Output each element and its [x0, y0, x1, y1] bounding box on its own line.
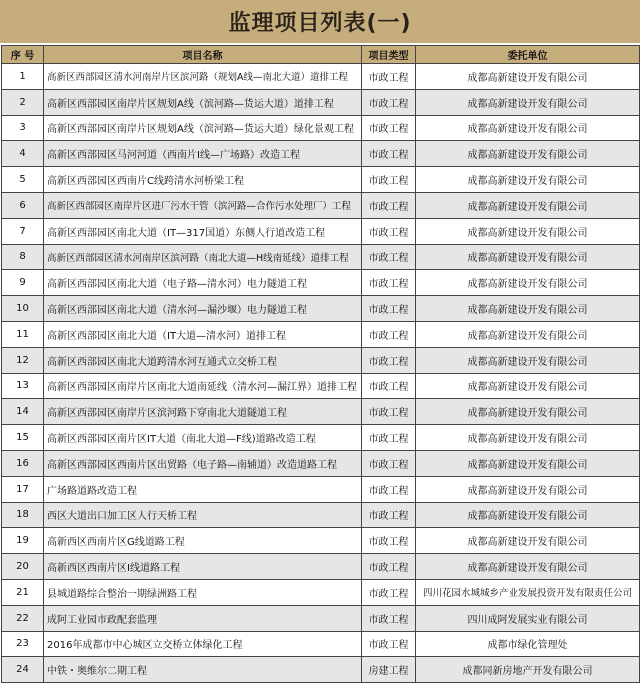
project-name: 高新区西部园区南岸片区规划A线（滨河路—货运大道）道排工程: [44, 89, 362, 115]
project-type: 市政工程: [362, 347, 416, 373]
title-bar: [0, 0, 640, 43]
project-type: 市政工程: [362, 192, 416, 218]
row-number: 5: [2, 167, 44, 193]
table-row: [2, 579, 640, 605]
project-table: [1, 45, 640, 683]
row-number: 23: [2, 631, 44, 657]
project-type: 市政工程: [362, 605, 416, 631]
header-unit: 委托单位: [416, 46, 640, 64]
project-name: 2016年成都市中心城区立交桥立体绿化工程: [44, 631, 362, 657]
row-number: 20: [2, 554, 44, 580]
row-number: 12: [2, 347, 44, 373]
client-unit: 成都高新建设开发有限公司: [416, 141, 640, 167]
client-unit: 成都高新建设开发有限公司: [416, 192, 640, 218]
project-type: 市政工程: [362, 89, 416, 115]
header-name: 项目名称: [44, 46, 362, 64]
table-row: [2, 244, 640, 270]
row-number: 4: [2, 141, 44, 167]
project-name: 高新区西部园区马河河道（西南片I线—广场路）改造工程: [44, 141, 362, 167]
client-unit: 四川花园水城城乡产业发展投资开发有限责任公司: [416, 579, 640, 605]
client-unit: 成都高新建设开发有限公司: [416, 347, 640, 373]
row-number: 14: [2, 399, 44, 425]
row-number: 22: [2, 605, 44, 631]
project-type: 市政工程: [362, 296, 416, 322]
table-row: [2, 528, 640, 554]
client-unit: 成都高新建设开发有限公司: [416, 528, 640, 554]
table-row: [2, 270, 640, 296]
project-type: 市政工程: [362, 528, 416, 554]
project-name: 高新区西部园区南北大道（电子路—清水河）电力隧道工程: [44, 270, 362, 296]
project-name: 高新区西部园区南北大道跨清水河互通式立交桥工程: [44, 347, 362, 373]
row-number: 18: [2, 502, 44, 528]
row-number: 1: [2, 64, 44, 90]
project-type: 市政工程: [362, 502, 416, 528]
client-unit: 成都市绿化管理处: [416, 631, 640, 657]
table-row: [2, 554, 640, 580]
project-type: 市政工程: [362, 64, 416, 90]
project-type: 市政工程: [362, 244, 416, 270]
project-type: 市政工程: [362, 218, 416, 244]
row-number: 3: [2, 115, 44, 141]
table-body: [2, 64, 640, 683]
client-unit: 成都同新房地产开发有限公司: [416, 657, 640, 683]
table-row: [2, 218, 640, 244]
table-row: [2, 399, 640, 425]
client-unit: 成都高新建设开发有限公司: [416, 373, 640, 399]
project-name: 高新区西部园区清水河南岸区滨河路（南北大道—H线南延线）道排工程: [44, 244, 362, 270]
project-name: 高新区西部园区清水河南岸片区滨河路（规划A线—南北大道）道排工程: [44, 64, 362, 90]
project-type: 市政工程: [362, 373, 416, 399]
header-no: 序 号: [2, 46, 44, 64]
table-row: [2, 89, 640, 115]
project-name: 高新区西部园区南北大道（IT—317国道）东侧人行道改造工程: [44, 218, 362, 244]
page-title: 监理项目列表(一): [228, 11, 412, 36]
project-type: 市政工程: [362, 425, 416, 451]
project-name: 中铁・奥维尔二期工程: [44, 657, 362, 683]
project-type: 市政工程: [362, 476, 416, 502]
client-unit: 成都高新建设开发有限公司: [416, 218, 640, 244]
project-type: 市政工程: [362, 631, 416, 657]
client-unit: 成都高新建设开发有限公司: [416, 270, 640, 296]
project-type: 市政工程: [362, 579, 416, 605]
project-type: 市政工程: [362, 270, 416, 296]
client-unit: 成都高新建设开发有限公司: [416, 450, 640, 476]
client-unit: 成都高新建设开发有限公司: [416, 115, 640, 141]
row-number: 7: [2, 218, 44, 244]
project-name: 高新区西部园区西南片C线跨清水河桥梁工程: [44, 167, 362, 193]
table-row: [2, 115, 640, 141]
row-number: 19: [2, 528, 44, 554]
project-type: 市政工程: [362, 167, 416, 193]
table-row: [2, 502, 640, 528]
table-row: [2, 476, 640, 502]
table-row: [2, 605, 640, 631]
client-unit: 成都高新建设开发有限公司: [416, 425, 640, 451]
client-unit: 成都高新建设开发有限公司: [416, 476, 640, 502]
table-row: [2, 347, 640, 373]
table-row: [2, 296, 640, 322]
row-number: 16: [2, 450, 44, 476]
table-row: [2, 141, 640, 167]
row-number: 15: [2, 425, 44, 451]
project-name: 高新区西部园区南岸片区规划A线（滨河路—货运大道）绿化景观工程: [44, 115, 362, 141]
row-number: 2: [2, 89, 44, 115]
project-type: 市政工程: [362, 450, 416, 476]
project-type: 房建工程: [362, 657, 416, 683]
table-row: [2, 192, 640, 218]
project-name: 高新区西部园区南岸片区滨河路下穿南北大道隧道工程: [44, 399, 362, 425]
header-row: [2, 46, 640, 64]
project-name: 高新区西部园区南北大道（清水河—漏沙堰）电力隧道工程: [44, 296, 362, 322]
client-unit: 成都高新建设开发有限公司: [416, 64, 640, 90]
project-name: 高新西区西南片区I线道路工程: [44, 554, 362, 580]
project-type: 市政工程: [362, 399, 416, 425]
table-row: [2, 167, 640, 193]
row-number: 13: [2, 373, 44, 399]
client-unit: 成都高新建设开发有限公司: [416, 296, 640, 322]
client-unit: 成都高新建设开发有限公司: [416, 321, 640, 347]
project-name: 成阿工业园市政配套监理: [44, 605, 362, 631]
project-name: 高新区西部园区南片区IT大道（南北大道—F线)道路改造工程: [44, 425, 362, 451]
project-name: 西区大道出口加工区人行天桥工程: [44, 502, 362, 528]
project-type: 市政工程: [362, 115, 416, 141]
row-number: 11: [2, 321, 44, 347]
table-row: [2, 450, 640, 476]
client-unit: 成都高新建设开发有限公司: [416, 167, 640, 193]
project-name: 高新区西部园区南岸片区进厂污水干管（滨河路—合作污水处理厂）工程: [44, 192, 362, 218]
project-type: 市政工程: [362, 141, 416, 167]
client-unit: 成都高新建设开发有限公司: [416, 502, 640, 528]
project-type: 市政工程: [362, 554, 416, 580]
client-unit: 成都高新建设开发有限公司: [416, 244, 640, 270]
client-unit: 成都高新建设开发有限公司: [416, 89, 640, 115]
client-unit: 四川成阿发展实业有限公司: [416, 605, 640, 631]
project-name: 高新区西部园区南岸片区南北大道南延线（清水河—漏江界）道排工程: [44, 373, 362, 399]
project-name: 县城道路综合整治一期绿洲路工程: [44, 579, 362, 605]
row-number: 24: [2, 657, 44, 683]
row-number: 8: [2, 244, 44, 270]
project-name: 高新西区西南片区G线道路工程: [44, 528, 362, 554]
row-number: 21: [2, 579, 44, 605]
header-type: 项目类型: [362, 46, 416, 64]
project-type: 市政工程: [362, 321, 416, 347]
table-row: [2, 64, 640, 90]
table-row: [2, 657, 640, 683]
row-number: 17: [2, 476, 44, 502]
project-name: 高新区西部园区西南片区出贸路（电子路—南辅道）改造道路工程: [44, 450, 362, 476]
client-unit: 成都高新建设开发有限公司: [416, 554, 640, 580]
project-name: 高新区西部园区南北大道（IT大道—清水河）道排工程: [44, 321, 362, 347]
project-name: 广场路道路改造工程: [44, 476, 362, 502]
row-number: 9: [2, 270, 44, 296]
row-number: 6: [2, 192, 44, 218]
table-row: [2, 425, 640, 451]
client-unit: 成都高新建设开发有限公司: [416, 399, 640, 425]
table-row: [2, 373, 640, 399]
table-row: [2, 321, 640, 347]
table-row: [2, 631, 640, 657]
row-number: 10: [2, 296, 44, 322]
